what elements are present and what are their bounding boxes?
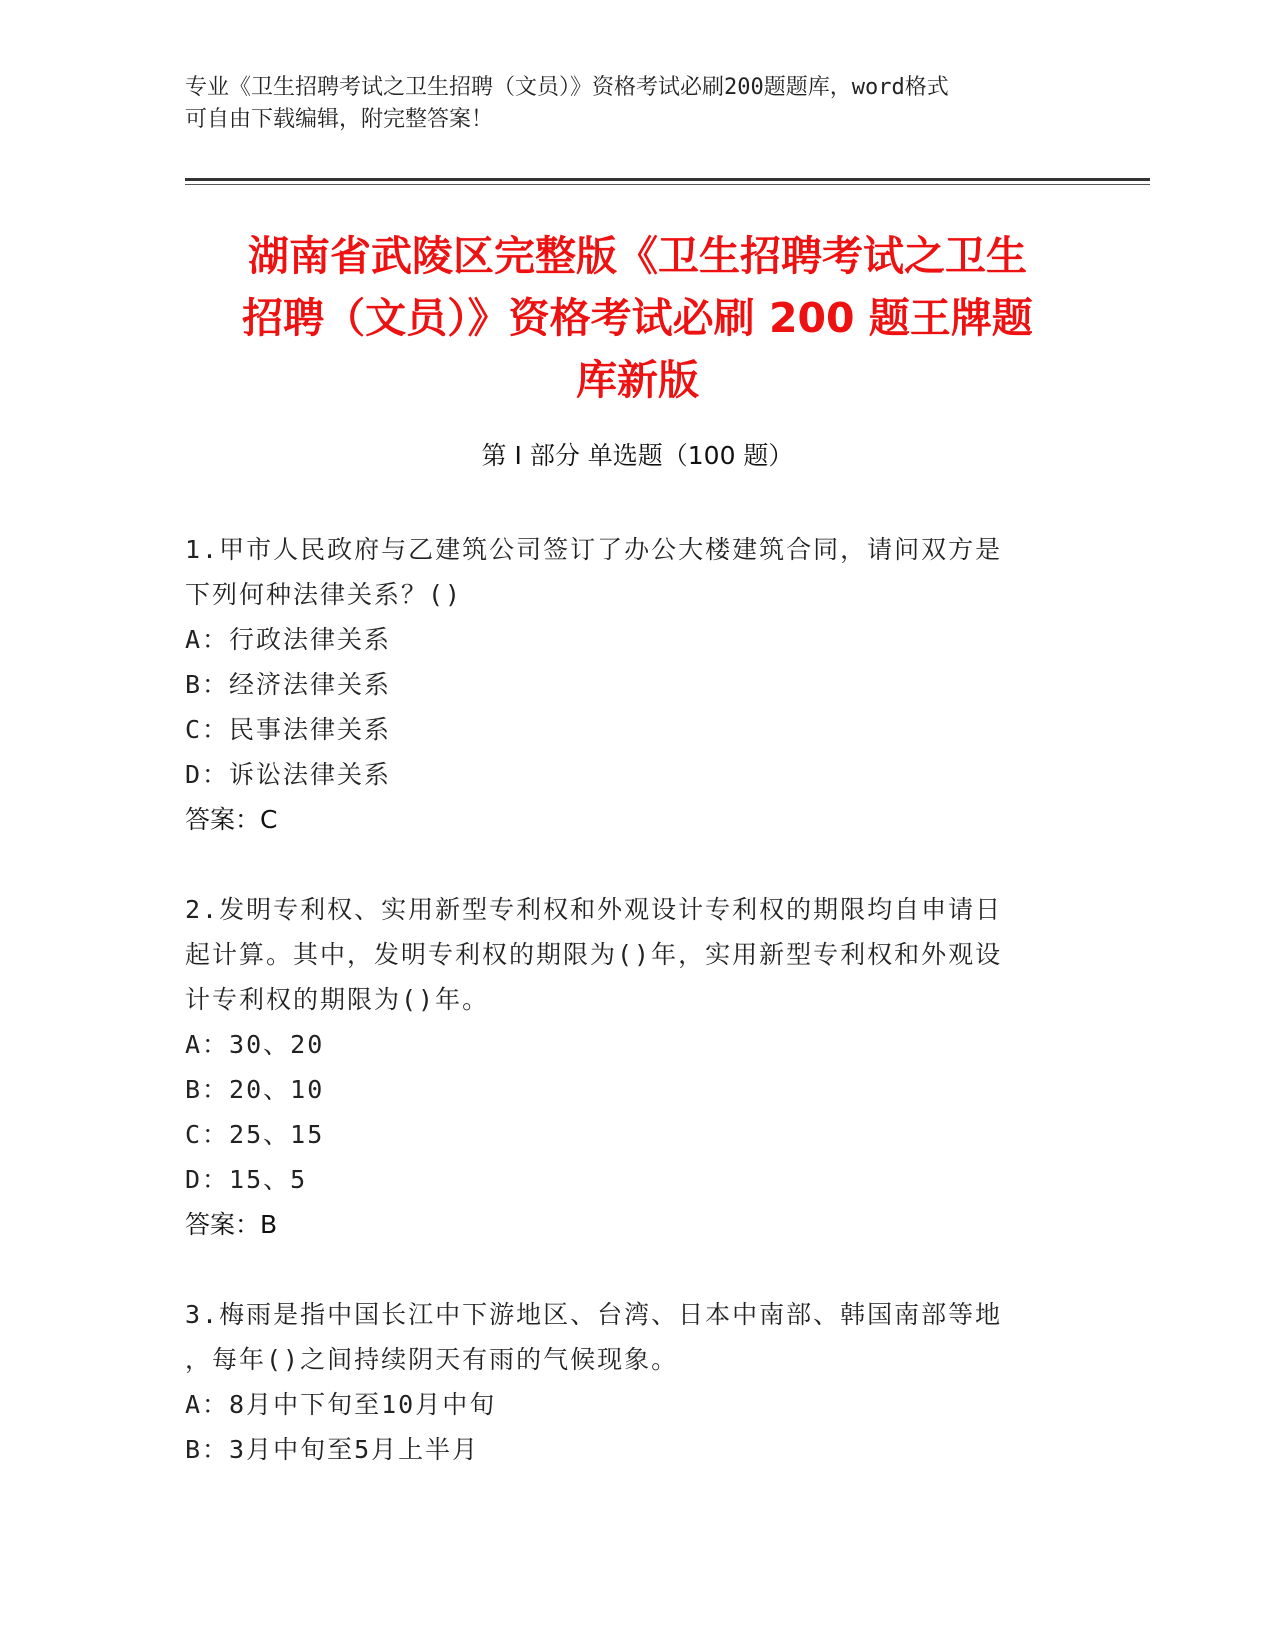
option-d: D：诉讼法律关系: [185, 760, 392, 789]
section-heading: 第 I 部分 单选题（100 题）: [481, 441, 794, 470]
question-stem-line: 1.甲市人民政府与乙建筑公司签订了办公大楼建筑合同，请问双方是: [185, 535, 1003, 564]
option-c: C：民事法律关系: [185, 715, 392, 744]
option-a: A：8月中下旬至10月中旬: [185, 1390, 497, 1419]
question-item: [185, 1292, 1065, 1472]
answer-line: 答案：B: [185, 1210, 278, 1239]
question-stem: [185, 527, 1065, 617]
question-stem-line: 3.梅雨是指中国长江中下游地区、台湾、日本中南部、韩国南部等地: [185, 1300, 1003, 1329]
header-divider-thin: [185, 184, 1150, 185]
question-stem-line: 起计算。其中，发明专利权的期限为()年，实用新型专利权和外观设: [185, 940, 1003, 969]
answer-line: 答案：C: [185, 805, 278, 834]
option-a: A：行政法律关系: [185, 625, 392, 654]
question-stem: [185, 1292, 1065, 1382]
title-line: 库新版: [576, 356, 699, 404]
question-stem: [185, 887, 1065, 1022]
header-note-line: 可自由下载编辑，附完整答案！: [185, 107, 494, 132]
option-b: B：20、10: [185, 1075, 325, 1104]
option-d: D：15、5: [185, 1165, 308, 1194]
question-stem-line: 2.发明专利权、实用新型专利权和外观设计专利权的期限均自申请日: [185, 895, 1003, 924]
question-stem-line: ，每年()之间持续阴天有雨的气候现象。: [185, 1345, 679, 1374]
title-line: 湖南省武陵区完整版《卫生招聘考试之卫生: [248, 232, 1027, 280]
option-a: A：30、20: [185, 1030, 325, 1059]
header-divider-thick: [185, 178, 1150, 181]
question-stem-line: 计专利权的期限为()年。: [185, 985, 490, 1014]
option-b: B：3月中旬至5月上半月: [185, 1435, 480, 1464]
option-b: B：经济法律关系: [185, 670, 392, 699]
document-header-note: [185, 72, 1045, 136]
question-stem-line: 下列何种法律关系？(): [185, 580, 463, 609]
option-c: C：25、15: [185, 1120, 325, 1149]
question-item: [185, 887, 1065, 1247]
header-note-line: 专业《卫生招聘考试之卫生招聘（文员）》资格考试必刷200题题库，word格式: [185, 75, 949, 100]
title-line: 招聘（文员）》资格考试必刷 200 题王牌题: [242, 294, 1033, 342]
document-title: [150, 225, 1125, 411]
question-list: [185, 527, 1065, 1517]
question-item: [185, 527, 1065, 842]
